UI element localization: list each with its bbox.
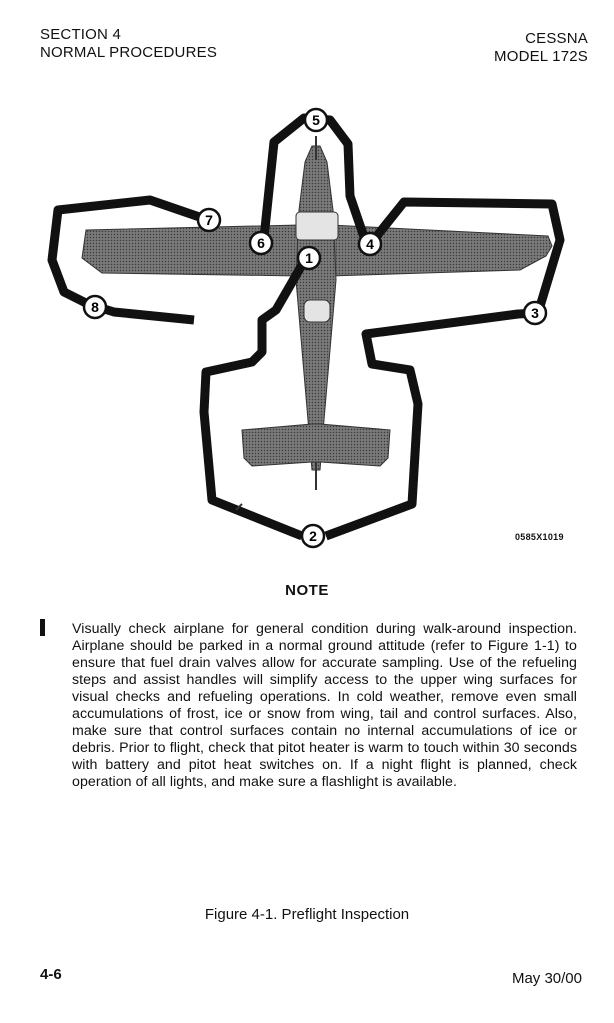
waypoint-4 (359, 233, 381, 255)
preflight-inspection-diagram (0, 100, 614, 560)
rear-window (304, 300, 330, 322)
waypoint-number: 7 (205, 212, 213, 228)
note-title: NOTE (285, 582, 329, 599)
waypoint-number: 1 (305, 250, 313, 266)
waypoint-number: 8 (91, 299, 99, 315)
waypoint-5 (305, 109, 327, 131)
manufacturer-name: CESSNA (525, 30, 588, 47)
waypoint-number: 6 (257, 235, 265, 251)
path-segment-inner (204, 258, 306, 536)
waypoint-8 (84, 296, 106, 318)
waypoint-1 (298, 247, 320, 269)
horizontal-stabilizer (242, 424, 390, 466)
waypoint-number: 3 (531, 305, 539, 321)
note-body: Visually check airplane for general condition during walk-around inspection. Airplane should be parked in a normal ground attitude (refer to Figure 1-1) to ensure that fuel drain valves allow for accurate sampling. Use of the refueling steps and assist handles will simplify access to the upper wing surfaces for visual checks and refueling operations. In cold weather, remove even small accumulations of frost, ice or snow from wing, tail and control surfaces. Also, make sure that control surfaces contain no internal accumulations of ice or debris. Prior to flight, check that pitot heater is warm to touch within 30 seconds with battery and pitot heat switches on. If a night flight is planned, check operation of all lights, and make sure a flashlight is available. (72, 621, 577, 790)
revision-date: May 30/00 (511, 970, 582, 987)
waypoint-7 (198, 209, 220, 231)
waypoint-number: 2 (309, 528, 317, 544)
waypoint-number: 5 (312, 112, 320, 128)
page-number: 4-6 (40, 966, 62, 983)
revision-bar (40, 619, 45, 636)
section-number: SECTION 4 (40, 26, 121, 43)
section-title: NORMAL PROCEDURES (40, 44, 218, 61)
model-name: MODEL 172S (494, 48, 588, 65)
figure-caption: Figure 4-1. Preflight Inspection (204, 906, 410, 923)
section-header (40, 26, 217, 62)
figure-code: 0585X1019 (515, 532, 564, 542)
waypoint-2 (302, 525, 324, 547)
waypoint-number: 4 (366, 236, 374, 252)
waypoint-6 (250, 232, 272, 254)
windshield (296, 212, 338, 240)
waypoint-3 (524, 302, 546, 324)
model-header (494, 30, 588, 66)
